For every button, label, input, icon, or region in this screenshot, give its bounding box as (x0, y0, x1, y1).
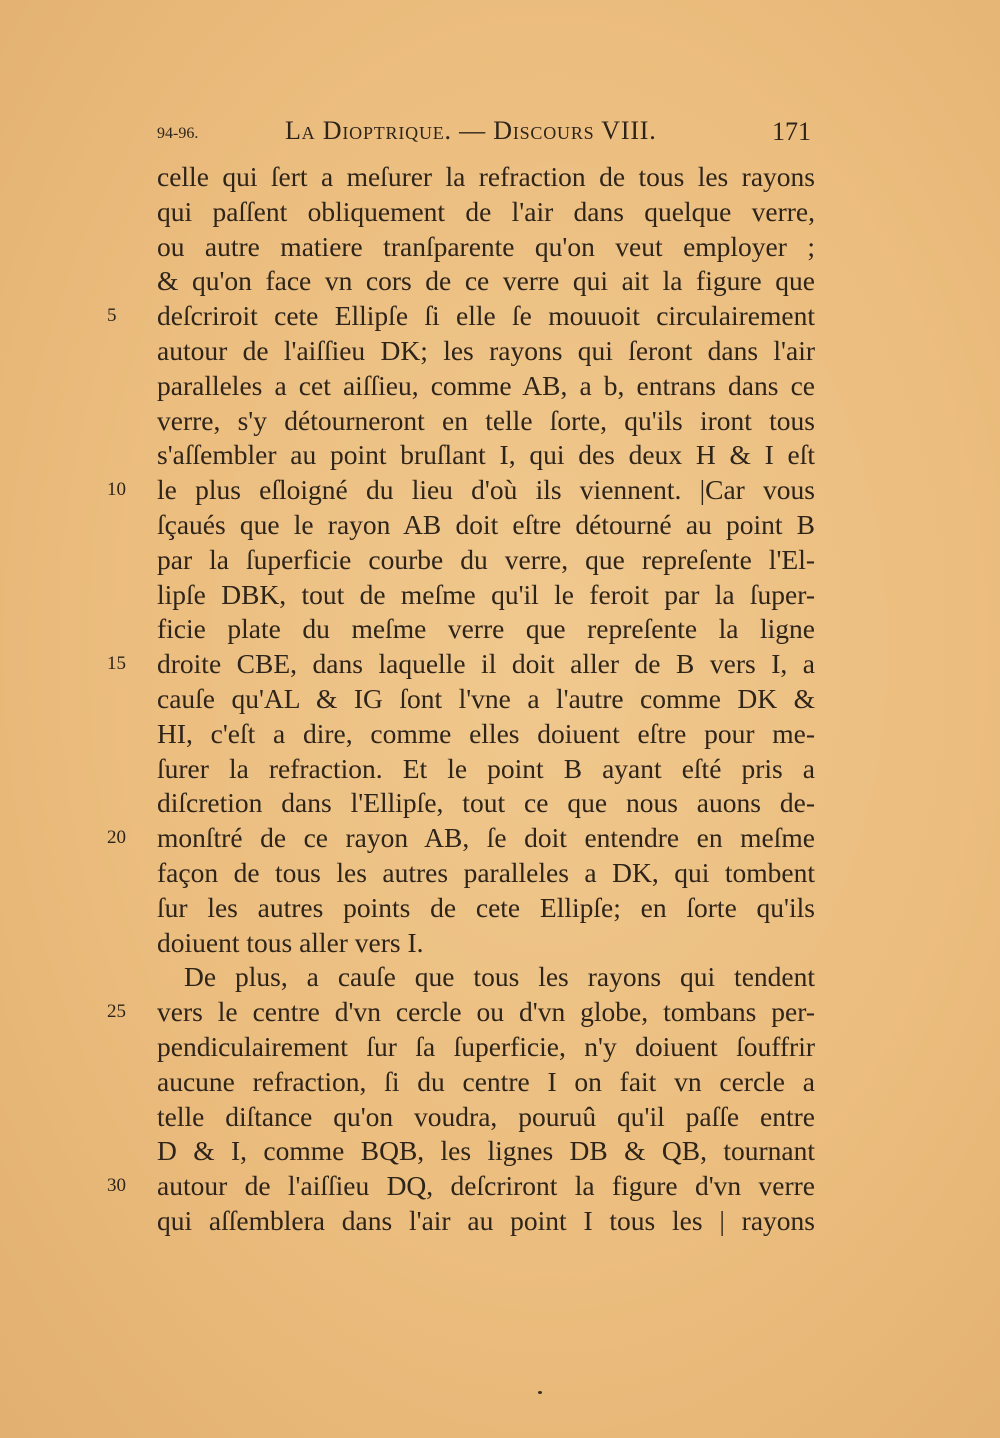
text-line (157, 404, 815, 439)
line-text: HI, c'eſt a dire, comme elles doiuent eſtre pour me- (157, 717, 815, 749)
text-line (157, 1134, 815, 1169)
text-line (107, 299, 815, 334)
text-line (157, 612, 815, 647)
line-text: le plus eſloigné du lieu d'où ils viennent. |Car vous (157, 474, 815, 506)
text-line (157, 1204, 815, 1239)
line-text: aucune refraction, ſi du centre I on fait vn cercle a (157, 1065, 815, 1097)
line-text: telle diſtance qu'on voudra, pouruû qu'il paſſe entre (157, 1100, 815, 1132)
line-text: qui paſſent obliquement de l'air dans quelque verre, (157, 195, 815, 227)
line-text: deſcriroit cete Ellipſe ſi elle ſe mouuoit circulairement (157, 300, 815, 332)
line-text: ſurer la refraction. Et le point B ayant eſté pris a (157, 752, 815, 784)
line-text: monſtré de ce rayon AB, ſe doit entendre en meſme (157, 822, 815, 854)
line-number: 20 (107, 827, 126, 849)
line-text: lipſe DBK, tout de meſme qu'il le feroit par la ſuper- (157, 578, 815, 610)
text-line (157, 682, 815, 717)
line-text: qui aſſemblera dans l'air au point I tous les | rayons (157, 1204, 815, 1236)
text-line (157, 230, 815, 265)
line-number: 30 (107, 1175, 126, 1197)
text-line (157, 786, 815, 821)
line-text: cauſe qu'AL & IG ſont l'vne a l'autre comme DK & (157, 682, 815, 714)
text-line (157, 508, 815, 543)
text-line (157, 1065, 815, 1100)
text-line (107, 647, 815, 682)
paper-speck (538, 1391, 542, 1394)
line-text: celle qui ſert a meſurer la refraction de tous les rayons (157, 161, 815, 192)
text-line (157, 160, 815, 195)
page-range: 94-96. (157, 125, 199, 142)
text-line (157, 264, 815, 299)
text-line-paragraph-start (157, 960, 815, 995)
text-line (157, 369, 815, 404)
text-line (157, 543, 815, 578)
line-text: façon de tous les autres paralleles a DK, qui tombent (157, 856, 815, 888)
line-text: s'aſſembler au point bruſlant I, qui des deux H & I eſt (157, 439, 815, 471)
text-line (107, 473, 815, 508)
line-text: ou autre matiere tranſparente qu'on veut employer ; (157, 230, 815, 262)
text-line (107, 821, 815, 856)
line-text: pendiculairement ſur ſa ſuperficie, n'y doiuent ſouffrir (157, 1030, 815, 1062)
text-line (157, 891, 815, 926)
text-line (157, 1100, 815, 1135)
line-text: autour de l'aiſſieu DQ, deſcriront la figure d'vn verre (157, 1170, 815, 1202)
body-text (107, 160, 815, 1239)
line-number: 25 (107, 1001, 126, 1023)
text-line (157, 752, 815, 787)
text-line (107, 1169, 815, 1204)
line-text: droite CBE, dans laquelle il doit aller de B vers I, a (157, 648, 815, 680)
line-text: ficie plate du meſme verre que repreſente la ligne (157, 613, 815, 645)
line-text: autour de l'aiſſieu DK; les rayons qui ſeront dans l'air (157, 334, 815, 366)
text-line (107, 995, 815, 1030)
line-number: 5 (107, 305, 117, 327)
line-text: diſcretion dans l'Ellipſe, tout ce que nous auons de- (157, 787, 815, 819)
line-text: doiuent tous aller vers I. (157, 926, 424, 958)
line-number: 15 (107, 653, 126, 675)
text-line (157, 578, 815, 613)
text-line (157, 1030, 815, 1065)
line-text: ſur les autres points de cete Ellipſe; en ſorte qu'ils (157, 891, 815, 923)
text-line-paragraph-end (157, 926, 815, 961)
line-text: & qu'on face vn cors de ce verre qui ait la figure que (157, 265, 815, 297)
line-text: De plus, a cauſe que tous les rayons qui tendent (184, 961, 815, 993)
text-line (157, 438, 815, 473)
text-line (157, 334, 815, 369)
line-text: paralleles a cet aiſſieu, comme AB, a b, entrans dans ce (157, 369, 815, 401)
text-line (157, 195, 815, 230)
line-text: ſçaués que le rayon AB doit eſtre détourné au point B (157, 508, 815, 540)
line-text: vers le centre d'vn cercle ou d'vn globe, tombans per- (157, 996, 815, 1028)
line-text: par la ſuperficie courbe du verre, que repreſente l'El- (157, 543, 815, 575)
running-head (157, 116, 815, 150)
page-number: 171 (772, 117, 811, 146)
line-text: verre, s'y détourneront en telle ſorte, qu'ils iront tous (157, 404, 815, 436)
running-title: La Dioptrique. — Discours VIII. (285, 116, 657, 145)
line-text: D & I, comme BQB, les lignes DB & QB, tournant (157, 1135, 815, 1167)
text-line (157, 717, 815, 752)
text-line (157, 856, 815, 891)
line-number: 10 (107, 479, 126, 501)
